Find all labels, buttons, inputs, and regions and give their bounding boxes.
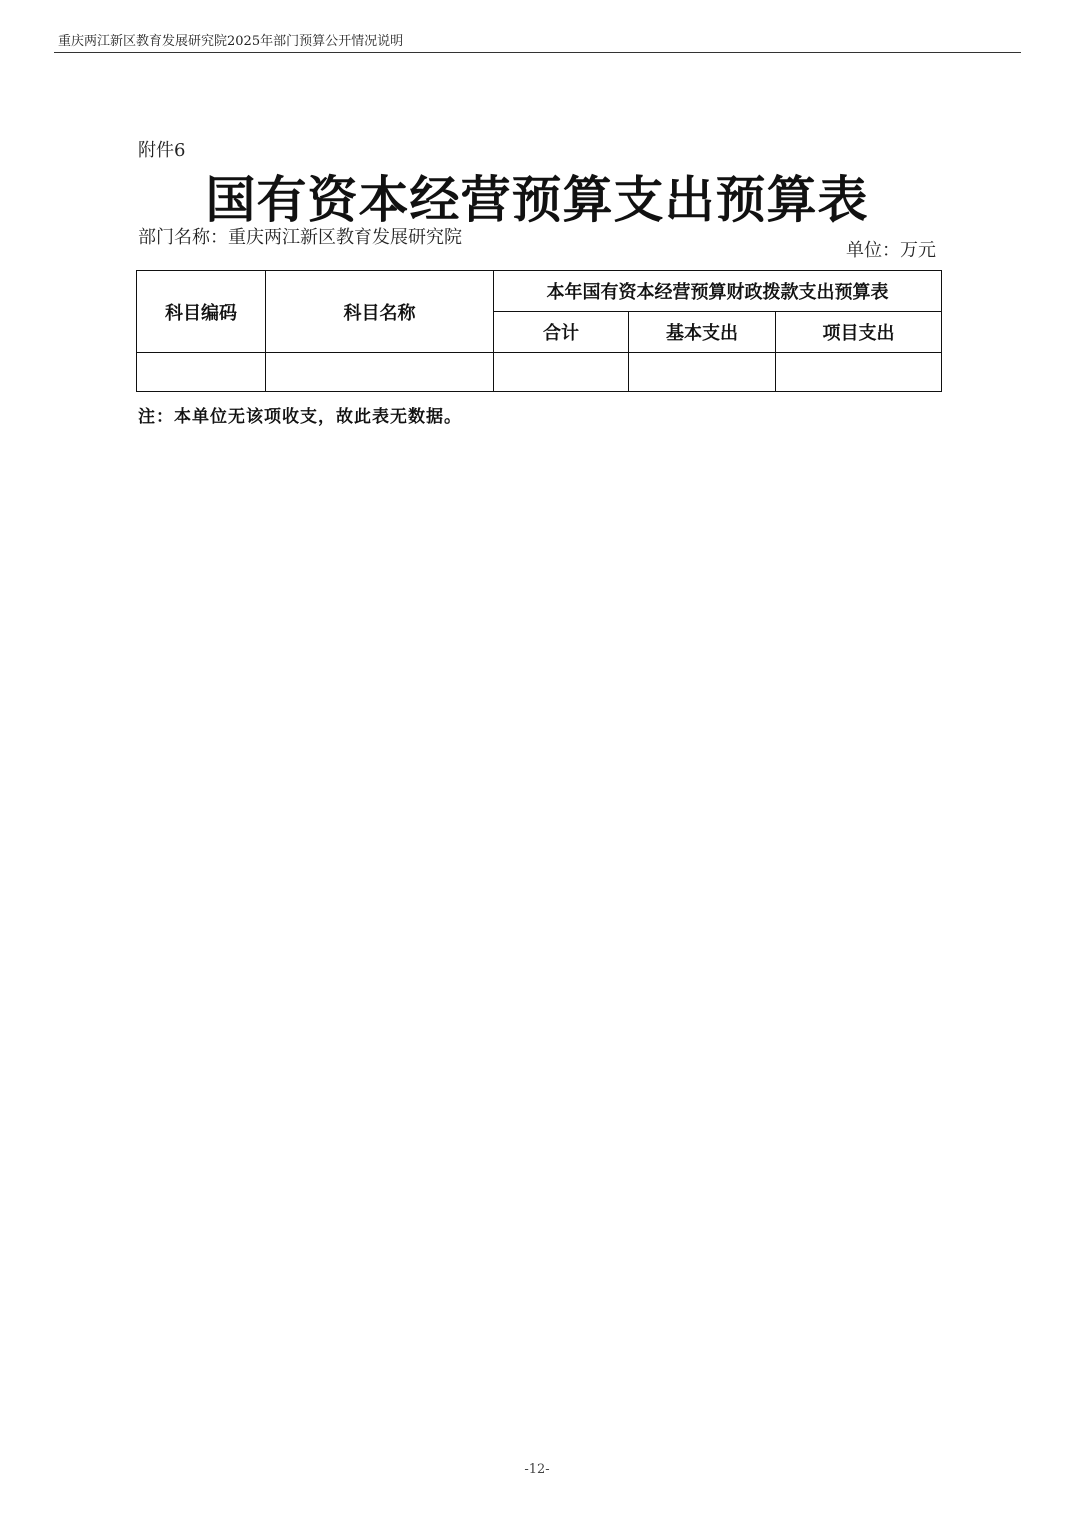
column-header-project: 项目支出 [776, 312, 942, 353]
column-header-basic: 基本支出 [629, 312, 776, 353]
column-group-header: 本年国有资本经营预算财政拨款支出预算表 [494, 271, 942, 312]
running-header: 重庆两江新区教育发展研究院2025年部门预算公开情况说明 [58, 34, 404, 49]
table-row [137, 353, 942, 392]
column-header-code: 科目编码 [137, 271, 266, 353]
department-name: 部门名称：重庆两江新区教育发展研究院 [138, 227, 462, 248]
page-number: -12- [524, 1462, 550, 1477]
attachment-label: 附件6 [138, 140, 186, 161]
table-cell [137, 353, 266, 392]
table-cell [266, 353, 494, 392]
table-header-row [137, 271, 942, 312]
column-header-name: 科目名称 [266, 271, 494, 353]
table-cell [494, 353, 629, 392]
page-title: 国有资本经营预算支出预算表 [205, 171, 869, 229]
table-cell [629, 353, 776, 392]
unit-label: 单位：万元 [846, 240, 936, 261]
column-header-total: 合计 [494, 312, 629, 353]
budget-table [136, 270, 942, 392]
table-note: 注：本单位无该项收支，故此表无数据。 [138, 407, 462, 427]
table-cell [776, 353, 942, 392]
header-divider [54, 52, 1021, 53]
